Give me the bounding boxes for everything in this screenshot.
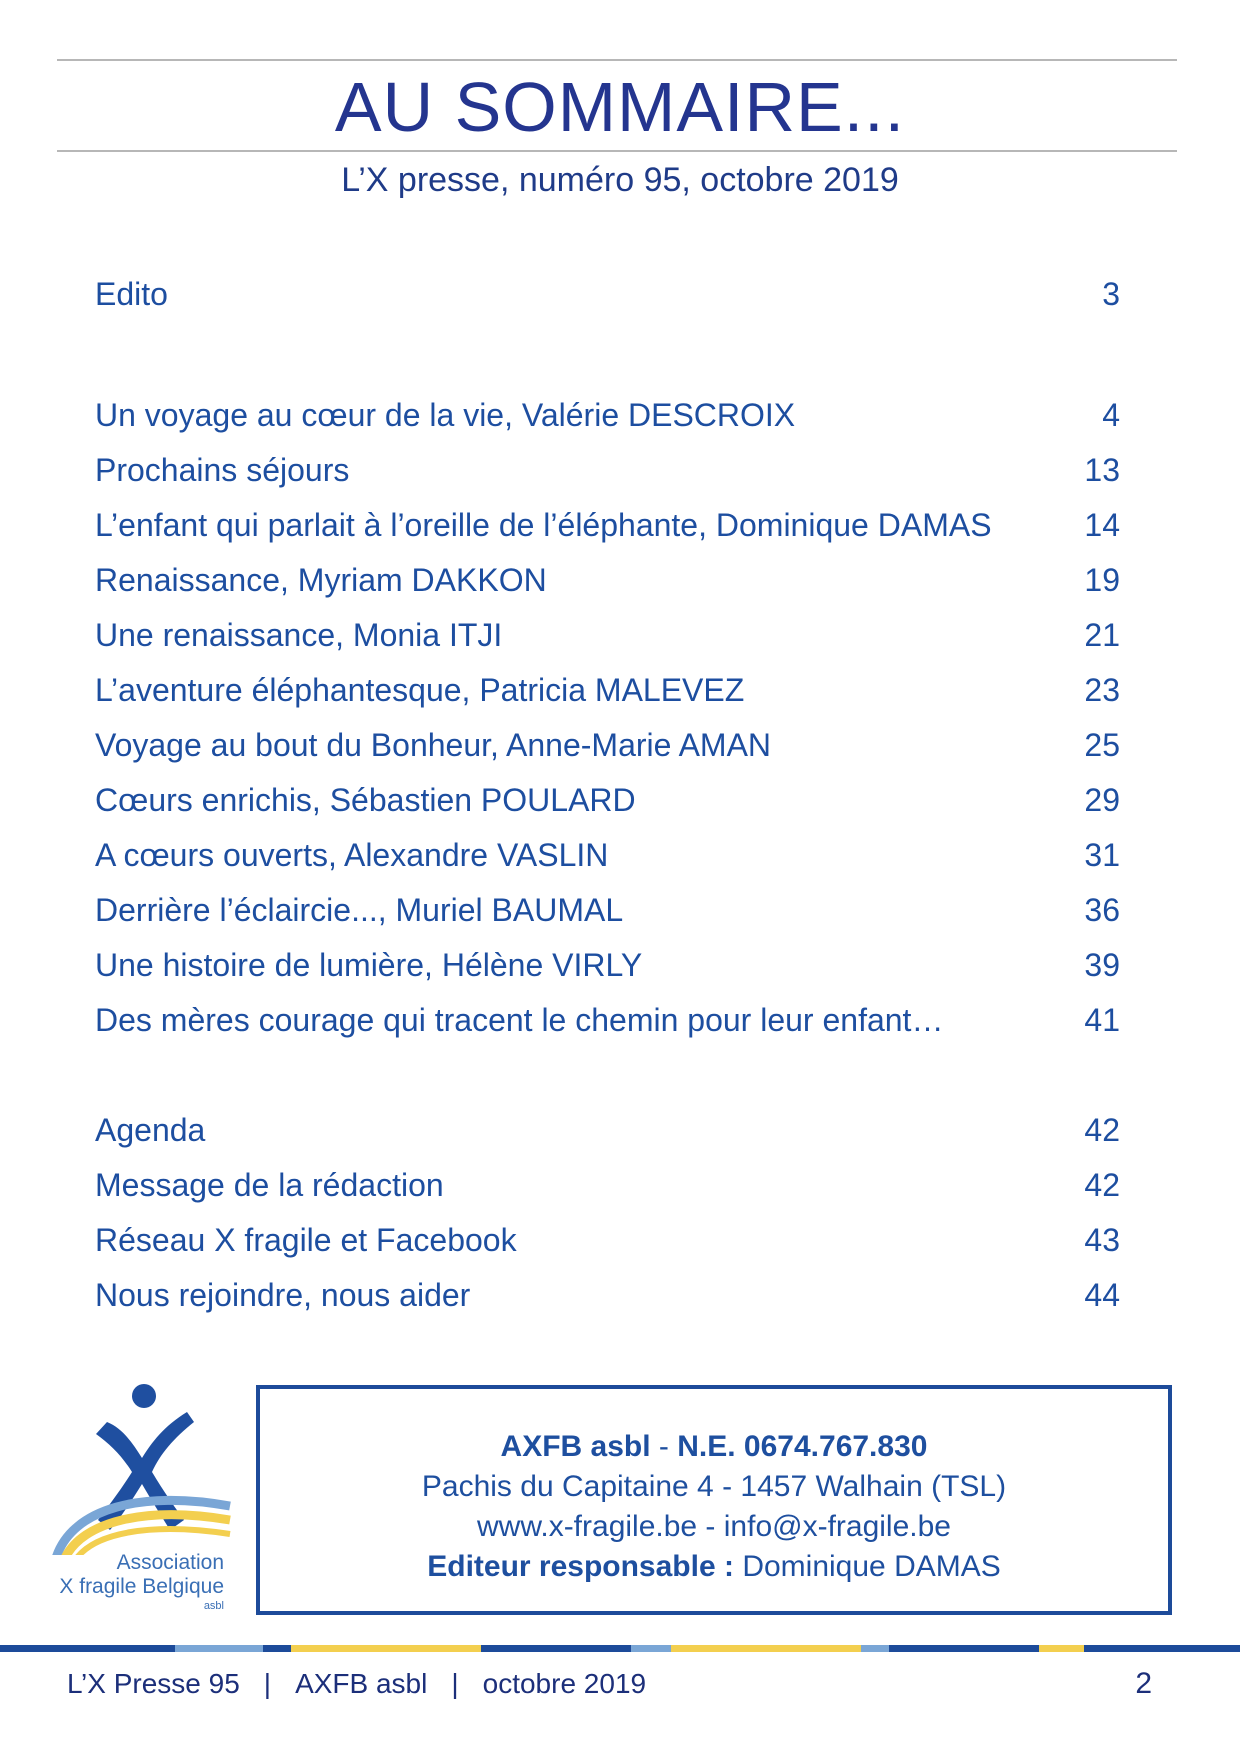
page-title: AU SOMMAIRE... <box>334 68 906 146</box>
toc-entry-page: 43 <box>1084 1222 1120 1258</box>
toc-entry-label: Des mères courage qui tracent le chemin pour leur enfant… <box>95 1002 944 1038</box>
page-footer <box>0 1662 1240 1706</box>
toc-entry[interactable] <box>95 553 1120 608</box>
toc-entry[interactable] <box>95 267 1120 322</box>
toc-entry-page: 29 <box>1084 782 1120 818</box>
toc-entry[interactable] <box>95 388 1120 443</box>
org-address: Pachis du Capitaine 4 - 1457 Walhain (TSL) <box>421 1470 1007 1503</box>
page-number: 2 <box>1135 1667 1152 1700</box>
toc-entry-label: Edito <box>95 276 168 312</box>
toc-entry-label: Renaissance, Myriam DAKKON <box>95 562 547 598</box>
toc-entry-page: 42 <box>1084 1167 1120 1203</box>
toc-entry-label: L’aventure éléphantesque, Patricia MALEVEZ <box>95 672 745 708</box>
toc-entry-label: Cœurs enrichis, Sébastien POULARD <box>95 782 636 818</box>
toc-entry-page: 3 <box>1102 276 1120 312</box>
toc-group-misc <box>95 1103 1120 1323</box>
org-line <box>260 1427 1168 1467</box>
toc-entry-label: A cœurs ouverts, Alexandre VASLIN <box>95 837 609 873</box>
toc-entry-page: 19 <box>1084 562 1120 598</box>
toc-entry-label: Nous rejoindre, nous aider <box>95 1277 471 1313</box>
toc-entry-page: 36 <box>1084 892 1120 928</box>
footer-left <box>67 1662 646 1706</box>
footer-color-band <box>0 1645 1240 1652</box>
toc-entry-label: Un voyage au cœur de la vie, Valérie DESCROIX <box>95 397 796 433</box>
org-separator: - <box>650 1430 678 1463</box>
toc-entry[interactable] <box>95 1103 1120 1158</box>
toc-entry[interactable] <box>95 498 1120 553</box>
publisher-info-box <box>256 1385 1172 1615</box>
editor-label: Editeur responsable : <box>427 1550 734 1583</box>
toc-entry-page: 14 <box>1084 507 1120 543</box>
toc-entry-page: 39 <box>1084 947 1120 983</box>
toc-group-articles <box>95 388 1120 1048</box>
toc-entry[interactable] <box>95 938 1120 993</box>
toc-entry[interactable] <box>95 718 1120 773</box>
toc-entry-page: 44 <box>1084 1277 1120 1313</box>
toc-entry-label: Voyage au bout du Bonheur, Anne-Marie AMAN <box>95 727 772 763</box>
toc-entry-page: 41 <box>1084 1002 1120 1038</box>
editor-line <box>260 1547 1168 1587</box>
top-rule <box>57 59 1177 61</box>
toc-entry[interactable] <box>95 608 1120 663</box>
footer-date: octobre 2019 <box>482 1668 647 1699</box>
editor-name: Dominique DAMAS <box>733 1550 1001 1583</box>
toc-entry-label: Message de la rédaction <box>95 1167 444 1203</box>
toc-entry-label: Une histoire de lumière, Hélène VIRLY <box>95 947 643 983</box>
logo-text-asbl: asbl <box>203 1600 224 1612</box>
toc-entry-page: 4 <box>1102 397 1120 433</box>
toc-entry-page: 25 <box>1084 727 1120 763</box>
toc-entry[interactable] <box>95 773 1120 828</box>
toc-entry[interactable] <box>95 993 1120 1048</box>
footer-publication: L’X Presse 95 <box>67 1668 240 1699</box>
toc-entry-page: 23 <box>1084 672 1120 708</box>
org-ne-number: N.E. 0674.767.830 <box>677 1430 928 1463</box>
toc-group-intro <box>95 267 1120 322</box>
footer-separator: | <box>451 1668 459 1699</box>
logo-head-icon <box>132 1384 156 1408</box>
org-contact[interactable]: www.x-fragile.be - info@x-fragile.be <box>477 1510 951 1543</box>
toc-entry-label: Réseau X fragile et Facebook <box>95 1222 517 1258</box>
logo-text-association: Association <box>116 1551 224 1574</box>
toc-entry[interactable] <box>95 828 1120 883</box>
toc-entry-label: Prochains séjours <box>95 452 350 488</box>
toc-entry[interactable] <box>95 443 1120 498</box>
toc-entry[interactable] <box>95 883 1120 938</box>
toc-entry-page: 31 <box>1084 837 1120 873</box>
x-fragile-logo-icon <box>52 1380 242 1555</box>
logo-text-name: X fragile Belgique <box>59 1575 224 1598</box>
footer-separator: | <box>263 1668 272 1699</box>
toc-entry-label: L’enfant qui parlait à l’oreille de l’éléphante, Dominique DAMAS <box>95 507 992 543</box>
toc-entry-page: 21 <box>1084 617 1120 653</box>
toc-entry[interactable] <box>95 663 1120 718</box>
toc-entry-label: Une renaissance, Monia ITJI <box>95 617 503 653</box>
issue-subtitle: L’X presse, numéro 95, octobre 2019 <box>341 161 899 199</box>
toc-entry-label: Derrière l’éclaircie..., Muriel BAUMAL <box>95 892 624 928</box>
footer-organization: AXFB asbl <box>295 1668 428 1699</box>
toc-entry-page: 42 <box>1084 1112 1120 1148</box>
toc-entry[interactable] <box>95 1213 1120 1268</box>
toc-entry[interactable] <box>95 1268 1120 1323</box>
toc-entry-page: 13 <box>1084 452 1120 488</box>
association-logo <box>52 1380 242 1620</box>
org-name: AXFB asbl <box>500 1430 651 1463</box>
toc-entry[interactable] <box>95 1158 1120 1213</box>
toc-entry-label: Agenda <box>95 1112 206 1148</box>
title-rule <box>57 150 1177 152</box>
